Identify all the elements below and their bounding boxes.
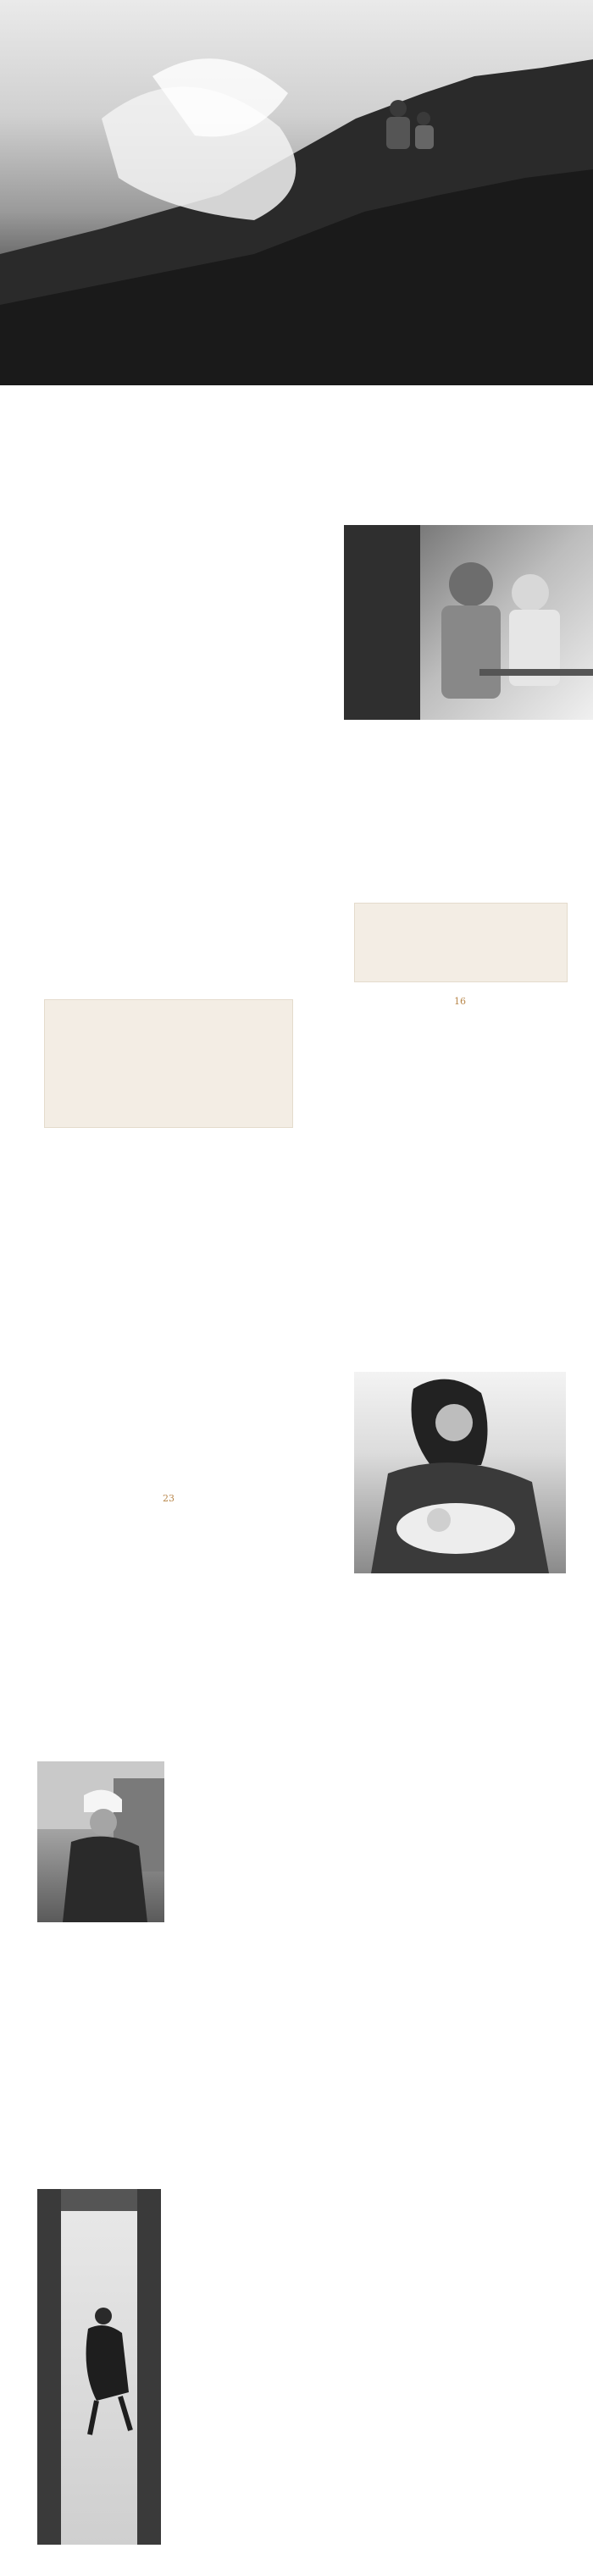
seascape-photo [0, 0, 593, 385]
chapter-number-16: 16 [454, 996, 466, 1007]
jumping-photo [37, 2189, 161, 2545]
sidebar-box [354, 903, 568, 982]
woman-street-scene [37, 1761, 164, 1922]
spread2-body-right [354, 1016, 566, 1135]
spread2-body-top [37, 903, 300, 979]
spread3-body-bottom [37, 1512, 300, 1546]
jumping-scene [37, 2189, 161, 2545]
mother-baby-photo [354, 1372, 566, 1573]
kitchen-photo [344, 525, 593, 720]
spread4-body [354, 1711, 566, 1973]
woman-street-photo [37, 1761, 164, 1922]
hero-photo [0, 0, 593, 385]
mother-baby-scene [354, 1372, 566, 1573]
info-box [44, 999, 293, 1128]
kitchen-scene [344, 525, 593, 720]
chapter-number-23: 23 [163, 1493, 175, 1504]
spread1-body [37, 478, 300, 817]
spread3-body [37, 1329, 300, 1457]
spread5-body [354, 2358, 566, 2536]
